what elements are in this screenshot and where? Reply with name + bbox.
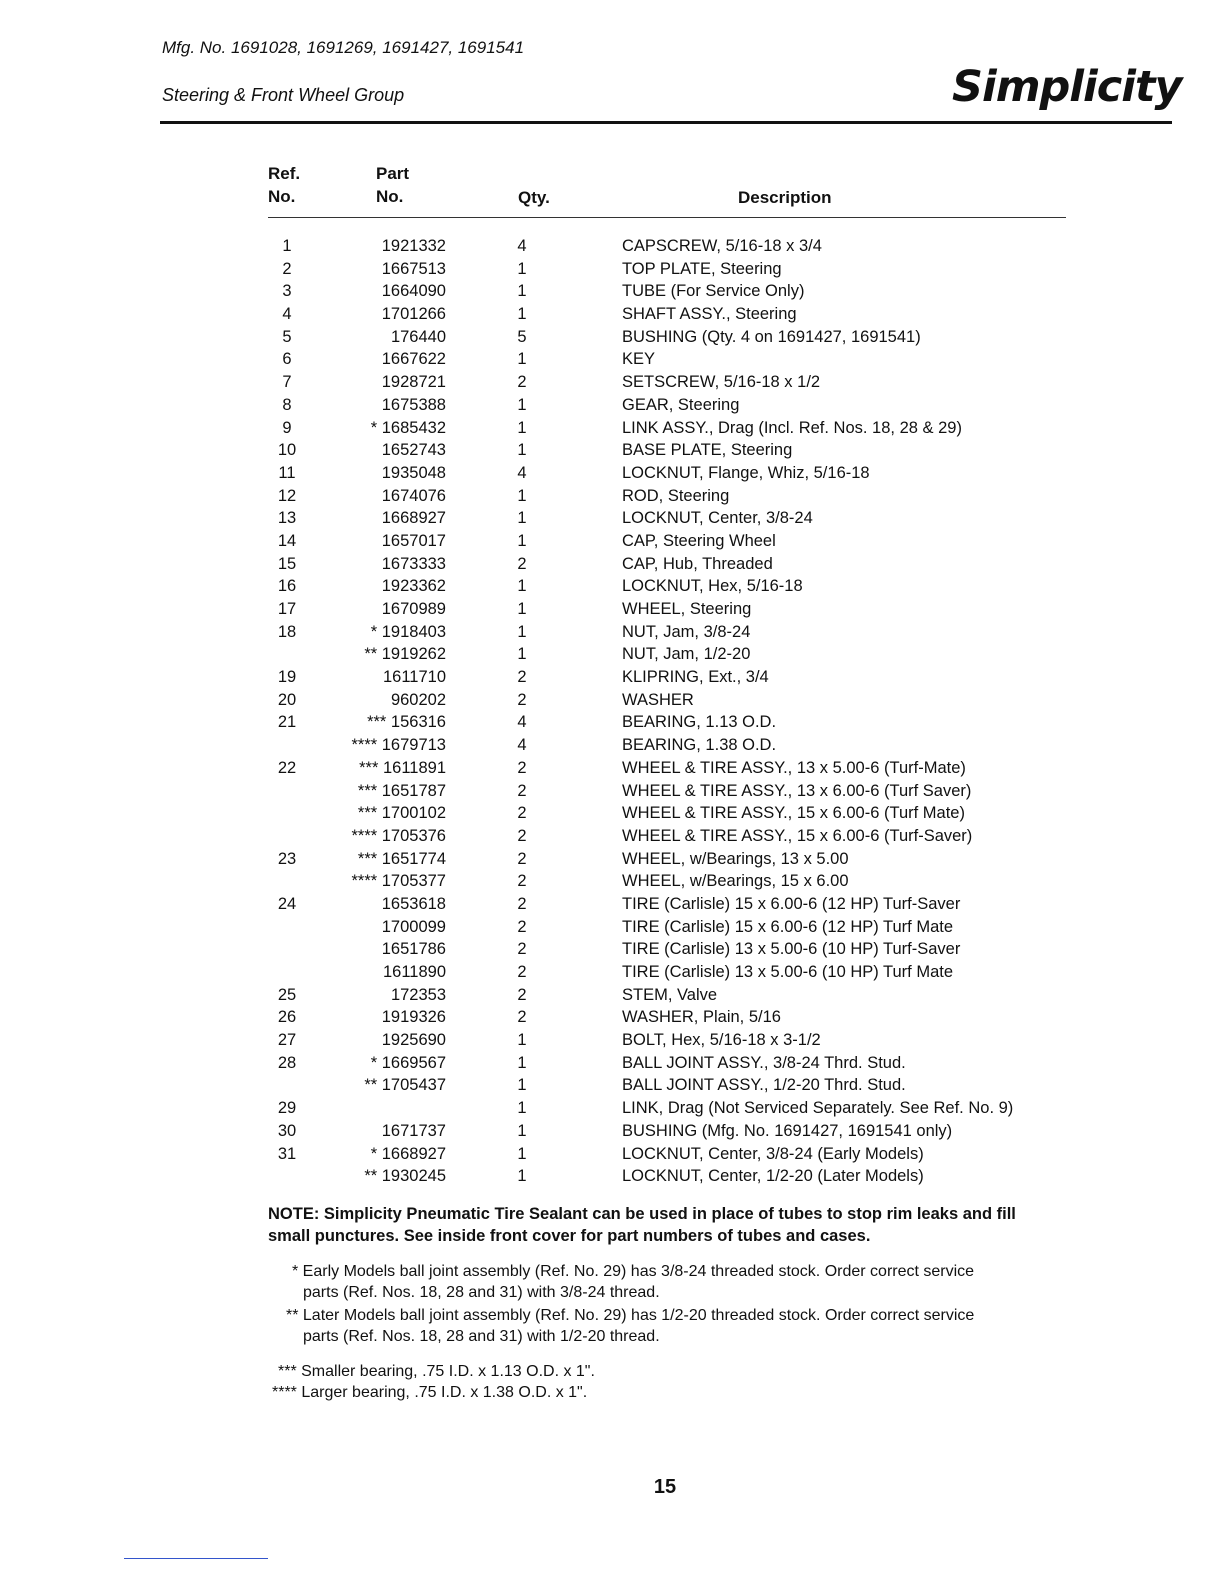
qty: 2 (517, 940, 527, 959)
description: GEAR, Steering (622, 395, 740, 414)
part-no: 1675388 (381, 395, 446, 414)
part-no: 1664090 (381, 282, 446, 301)
qty: 1 (517, 305, 527, 324)
qty: 1 (517, 486, 527, 505)
description: BEARING, 1.38 O.D. (622, 736, 777, 755)
part-no: 1653618 (381, 894, 446, 913)
qty: 1 (517, 418, 527, 437)
ref-no: 10 (277, 441, 297, 460)
part-no: 1652743 (381, 441, 446, 460)
description: BASE PLATE, Steering (622, 441, 793, 460)
part-no: **** 1705376 (351, 826, 446, 845)
table-row (0, 621, 1224, 644)
description: TIRE (Carlisle) 15 x 6.00-6 (12 HP) Turf-Saver (622, 894, 961, 913)
part-no: **** 1705377 (351, 872, 446, 891)
ref-no: 30 (277, 1121, 297, 1140)
table-row (0, 1006, 1224, 1029)
qty: 1 (517, 395, 527, 414)
qty: 5 (517, 327, 527, 346)
ref-no: 6 (282, 350, 292, 369)
part-no: 1919326 (381, 1008, 446, 1027)
description: STEM, Valve (622, 985, 718, 1004)
table-row (0, 689, 1224, 712)
table-row (0, 348, 1224, 371)
description: BUSHING (Mfg. No. 1691427, 1691541 only) (622, 1121, 953, 1140)
description: KEY (622, 350, 656, 369)
description: LOCKNUT, Flange, Whiz, 5/16-18 (622, 463, 870, 482)
page-number: 15 (653, 1476, 677, 1498)
ref-no: 20 (277, 690, 297, 709)
sealant-note: NOTE: Simplicity Pneumatic Tire Sealant can be used in place of tubes to stop rim leaks and fill small punctures. See inside front cover for part numbers of tubes and cases. (268, 1205, 1016, 1245)
ref-no: 4 (282, 305, 292, 324)
part-no: *** 1611891 (359, 758, 446, 777)
part-no: 1651786 (381, 940, 446, 959)
table-row (0, 394, 1224, 417)
table-row (0, 258, 1224, 281)
ref-no: 23 (277, 849, 297, 868)
table-row (0, 553, 1224, 576)
header-mfg: Mfg. No. 1691028, 1691269, 1691427, 1691541 (162, 38, 525, 57)
brand-logo: Simplicity (952, 62, 1182, 112)
table-row (0, 802, 1224, 825)
qty: 1 (517, 509, 527, 528)
qty: 2 (517, 781, 527, 800)
part-no: 1923362 (381, 577, 446, 596)
table-row (0, 575, 1224, 598)
part-no: 1674076 (381, 486, 446, 505)
qty: 1 (517, 282, 527, 301)
description: WHEEL, Steering (622, 600, 752, 618)
part-no: 1611710 (382, 668, 446, 687)
description: LOCKNUT, Center, 3/8-24 (622, 509, 813, 528)
ref-no: 5 (282, 327, 292, 346)
description: BEARING, 1.13 O.D. (622, 713, 777, 732)
description: SHAFT ASSY., Steering (622, 305, 797, 324)
table-row (0, 1143, 1224, 1166)
part-no: 1611890 (382, 963, 446, 981)
ref-no: 7 (282, 373, 292, 392)
ref-no: 13 (277, 509, 297, 528)
table-row (0, 507, 1224, 530)
col-header-desc: Description (738, 188, 832, 207)
table-row (0, 462, 1224, 485)
part-no: *** 1700102 (357, 804, 446, 823)
description: BALL JOINT ASSY., 3/8-24 Thrd. Stud. (622, 1053, 906, 1072)
part-no: * 1685432 (370, 418, 446, 437)
part-no: 172353 (390, 985, 446, 1004)
description: CAP, Steering Wheel (622, 531, 776, 550)
part-no: ** 1919262 (364, 645, 446, 664)
table-row (0, 598, 1224, 621)
footnote-early: * Early Models ball joint assembly (Ref. No. 29) has 3/8-24 threaded stock. Order correct service parts (Ref. Nos. 18, 28 and 31) with 3/8-24 thread. (292, 1263, 975, 1301)
table-row (0, 1097, 1224, 1120)
description: LINK, Drag (Not Serviced Separately. See Ref. No. 9) (622, 1099, 1014, 1118)
table-row (0, 961, 1224, 984)
ref-no: 22 (277, 758, 297, 777)
part-no: 1673333 (381, 554, 446, 573)
part-no: 960202 (390, 690, 446, 709)
table-row (0, 870, 1224, 893)
ref-no: 12 (277, 486, 297, 505)
description: WHEEL, w/Bearings, 13 x 5.00 (622, 849, 849, 868)
col-header-qty: Qty. (518, 188, 550, 207)
qty: 2 (517, 917, 527, 936)
header-group: Steering & Front Wheel Group (162, 85, 405, 105)
ref-no: 11 (278, 463, 296, 482)
table-row (0, 1074, 1224, 1097)
description: WASHER (622, 690, 694, 709)
qty: 1 (517, 645, 527, 664)
description: LOCKNUT, Center, 3/8-24 (Early Models) (622, 1144, 924, 1163)
qty: 1 (517, 622, 527, 641)
ref-no: 19 (277, 668, 297, 687)
description: TIRE (Carlisle) 13 x 5.00-6 (10 HP) Turf Mate (622, 963, 954, 981)
qty: 2 (517, 690, 527, 709)
table-row (0, 280, 1224, 303)
table-row (0, 757, 1224, 780)
part-no: * 1918403 (370, 622, 446, 641)
description: CAPSCREW, 5/16-18 x 3/4 (622, 237, 822, 255)
description: WHEEL & TIRE ASSY., 15 x 6.00-6 (Turf-Saver) (622, 826, 973, 845)
link-underline (124, 1558, 268, 1559)
qty: 4 (517, 713, 527, 732)
table-row (0, 1165, 1224, 1188)
table-row (0, 485, 1224, 508)
table-header-rule (268, 217, 1066, 218)
part-no: 1667513 (381, 259, 446, 278)
qty: 4 (517, 463, 527, 482)
part-no: 1925690 (381, 1031, 446, 1050)
table-row (0, 734, 1224, 757)
description: SETSCREW, 5/16-18 x 1/2 (622, 373, 821, 392)
description: BALL JOINT ASSY., 1/2-20 Thrd. Stud. (622, 1076, 906, 1095)
part-no: 1701266 (381, 305, 446, 324)
ref-no: 14 (277, 531, 297, 550)
qty: 2 (517, 985, 527, 1004)
ref-no: 1 (282, 237, 292, 255)
ref-no: 29 (277, 1099, 297, 1118)
part-no: * 1669567 (370, 1053, 446, 1072)
part-no: *** 1651787 (357, 781, 446, 800)
qty: 1 (517, 1144, 527, 1163)
qty: 1 (517, 441, 527, 460)
part-no: *** 1651774 (357, 849, 446, 868)
footnote-larger-bearing: **** Larger bearing, .75 I.D. x 1.38 O.D. x 1". (272, 1384, 588, 1401)
description: LOCKNUT, Center, 1/2-20 (Later Models) (622, 1167, 924, 1186)
table-row (0, 938, 1224, 961)
description: TIRE (Carlisle) 13 x 5.00-6 (10 HP) Turf-Saver (622, 940, 961, 959)
qty: 1 (517, 350, 527, 369)
table-row (0, 1120, 1224, 1143)
description: BUSHING (Qty. 4 on 1691427, 1691541) (622, 327, 921, 346)
qty: 1 (517, 1031, 527, 1050)
qty: 1 (517, 1099, 527, 1118)
part-no: 1935048 (381, 463, 446, 482)
qty: 1 (517, 577, 527, 596)
table-row (0, 235, 1224, 258)
qty: 2 (517, 826, 527, 845)
part-no: 1700099 (381, 917, 446, 936)
header-rule (160, 121, 1172, 124)
description: WASHER, Plain, 5/16 (622, 1008, 781, 1027)
qty: 2 (517, 894, 527, 913)
table-row (0, 530, 1224, 553)
qty: 2 (517, 373, 527, 392)
ref-no: 9 (282, 418, 292, 437)
ref-no: 16 (277, 577, 297, 596)
table-row (0, 666, 1224, 689)
ref-no: 26 (277, 1008, 297, 1027)
qty: 1 (517, 1121, 527, 1140)
ref-no: 28 (277, 1053, 297, 1072)
description: ROD, Steering (622, 486, 730, 505)
table-row (0, 417, 1224, 440)
qty: 2 (517, 872, 527, 891)
part-no: 1670989 (381, 600, 446, 618)
part-no: 1921332 (381, 237, 446, 255)
table-row (0, 439, 1224, 462)
qty: 4 (517, 736, 527, 755)
part-no: 176440 (390, 327, 446, 346)
description: LINK ASSY., Drag (Incl. Ref. Nos. 18, 28 & 29) (622, 418, 962, 437)
parts-table (0, 235, 1224, 1188)
table-row (0, 893, 1224, 916)
part-no: 1667622 (381, 350, 446, 369)
table-row (0, 303, 1224, 326)
ref-no: 21 (277, 713, 297, 732)
part-no: * 1668927 (370, 1144, 446, 1163)
description: BOLT, Hex, 5/16-18 x 3-1/2 (622, 1031, 821, 1050)
table-row (0, 984, 1224, 1007)
description: WHEEL & TIRE ASSY., 15 x 6.00-6 (Turf Mate) (622, 804, 965, 823)
description: NUT, Jam, 3/8-24 (622, 622, 751, 641)
description: TUBE (For Service Only) (622, 282, 805, 301)
qty: 4 (517, 237, 527, 255)
part-no: 1668927 (381, 509, 446, 528)
table-row (0, 371, 1224, 394)
qty: 2 (517, 963, 527, 981)
part-no: ** 1705437 (364, 1076, 446, 1095)
part-no: ** 1930245 (364, 1167, 446, 1186)
qty: 2 (517, 758, 527, 777)
col-header-ref: Ref. No. (268, 164, 301, 206)
table-row (0, 1052, 1224, 1075)
description: WHEEL, w/Bearings, 15 x 6.00 (622, 872, 849, 891)
footnote-smaller-bearing: *** Smaller bearing, .75 I.D. x 1.13 O.D. x 1". (278, 1363, 595, 1380)
qty: 1 (517, 259, 527, 278)
qty: 2 (517, 668, 527, 687)
ref-no: 18 (277, 622, 297, 641)
ref-no: 2 (282, 259, 292, 278)
ref-no: 3 (282, 282, 292, 301)
part-no: *** 156316 (367, 713, 446, 732)
table-row (0, 711, 1224, 734)
ref-no: 8 (282, 395, 292, 414)
table-row (0, 780, 1224, 803)
description: TOP PLATE, Steering (622, 259, 782, 278)
table-row (0, 825, 1224, 848)
qty: 2 (517, 849, 527, 868)
ref-no: 15 (277, 554, 297, 573)
part-no: 1657017 (381, 531, 446, 550)
qty: 1 (517, 1167, 527, 1186)
part-no: 1671737 (381, 1121, 446, 1140)
ref-no: 31 (277, 1144, 297, 1163)
description: KLIPRING, Ext., 3/4 (622, 668, 769, 687)
footnote-later: ** Later Models ball joint assembly (Ref. No. 29) has 1/2-20 threaded stock. Order correct service parts (Ref. Nos. 18, 28 and 31) with 1/2-20 thread. (286, 1307, 975, 1345)
part-no: 1928721 (381, 373, 446, 392)
table-row (0, 326, 1224, 349)
qty: 2 (517, 804, 527, 823)
qty: 1 (517, 1053, 527, 1072)
table-row (0, 1029, 1224, 1052)
description: LOCKNUT, Hex, 5/16-18 (622, 577, 803, 596)
qty: 1 (517, 531, 527, 550)
ref-no: 24 (277, 894, 297, 913)
qty: 2 (517, 1008, 527, 1027)
description: WHEEL & TIRE ASSY., 13 x 5.00-6 (Turf-Mate) (622, 758, 966, 777)
description: CAP, Hub, Threaded (622, 554, 773, 573)
qty: 1 (517, 1076, 527, 1095)
part-no: **** 1679713 (351, 736, 446, 755)
description: WHEEL & TIRE ASSY., 13 x 6.00-6 (Turf Saver) (622, 781, 972, 800)
ref-no: 27 (277, 1031, 297, 1050)
description: NUT, Jam, 1/2-20 (622, 645, 751, 664)
table-row (0, 848, 1224, 871)
table-row (0, 916, 1224, 939)
qty: 2 (517, 554, 527, 573)
ref-no: 17 (277, 600, 297, 618)
description: TIRE (Carlisle) 15 x 6.00-6 (12 HP) Turf Mate (622, 917, 954, 936)
col-header-part: Part No. (376, 164, 410, 206)
qty: 1 (517, 600, 527, 618)
table-row (0, 643, 1224, 666)
ref-no: 25 (277, 985, 297, 1004)
